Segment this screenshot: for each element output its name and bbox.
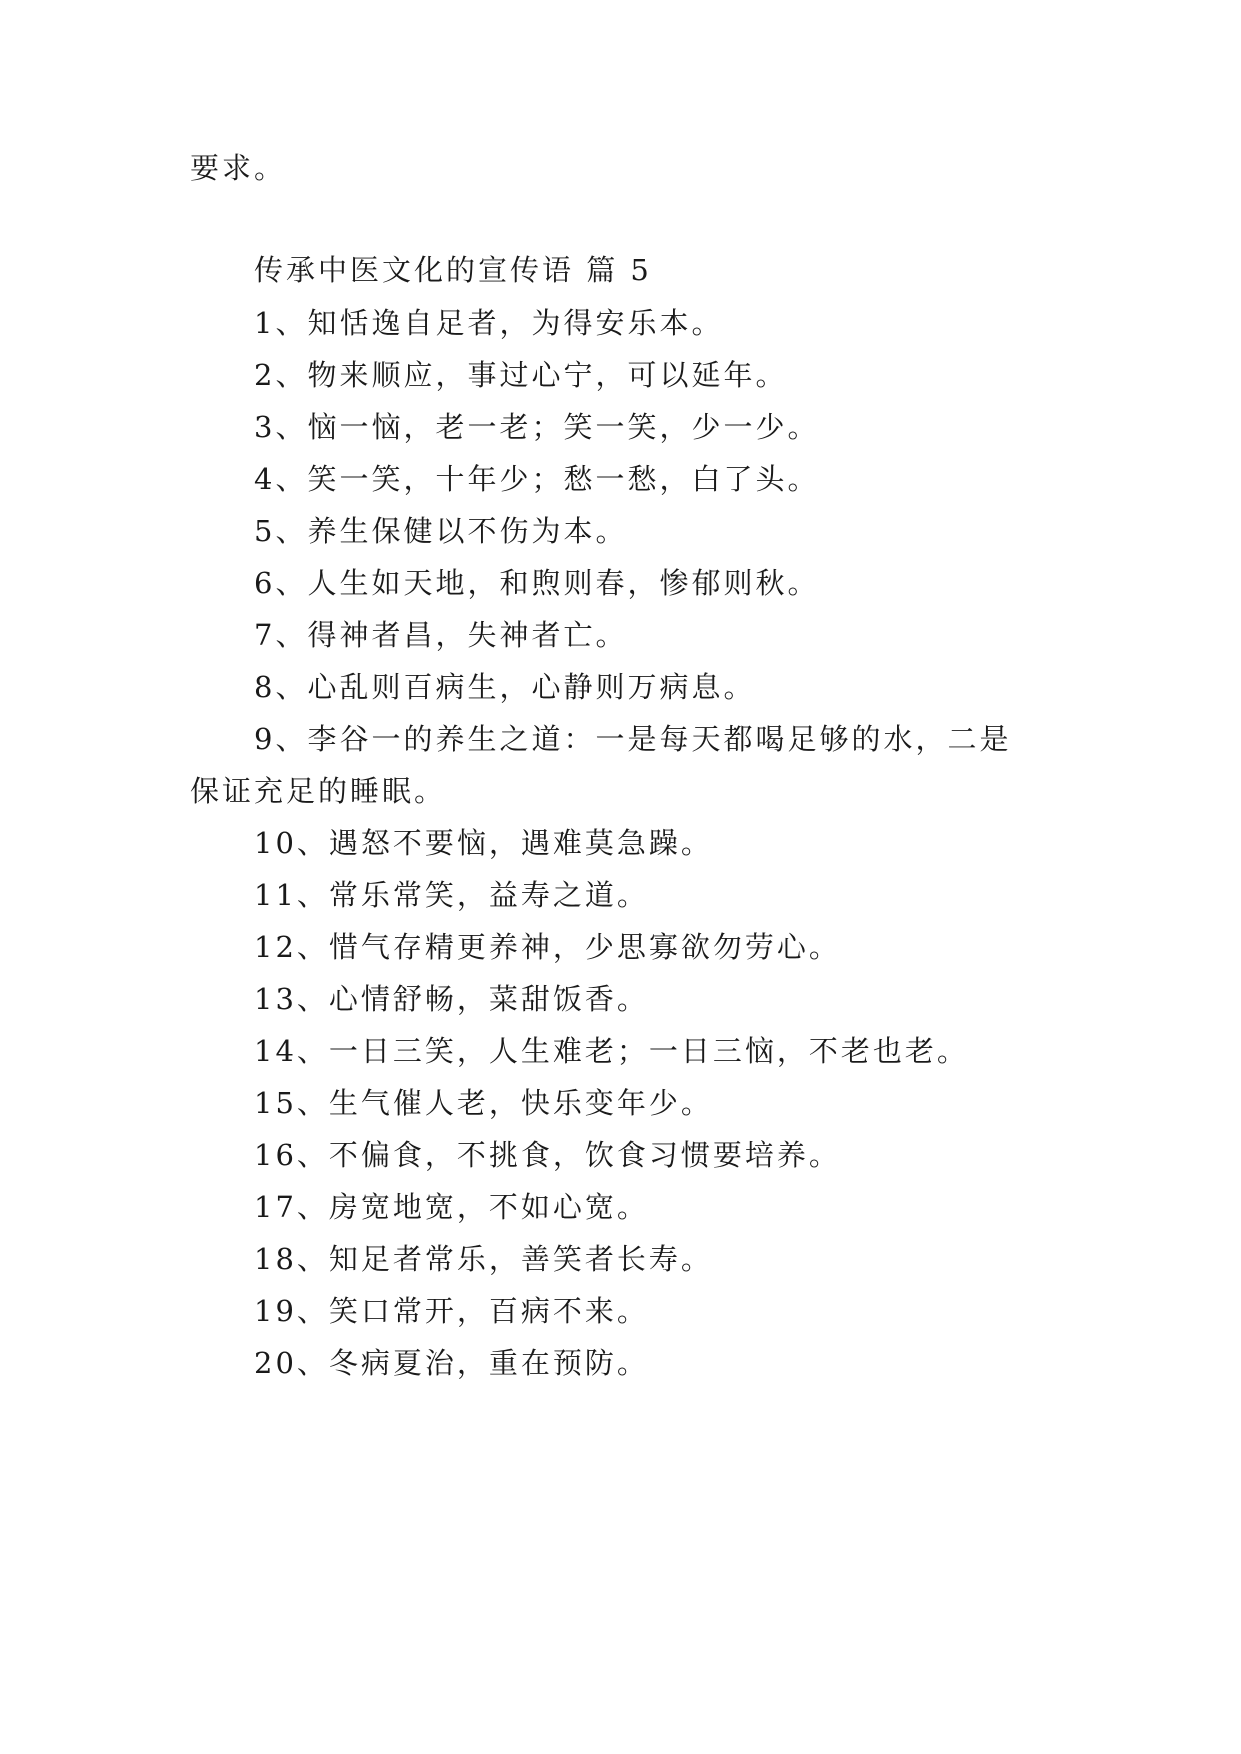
list-item: 7、得神者昌，失神者亡。	[254, 618, 628, 652]
list-item-continuation: 保证充足的睡眠。	[190, 774, 447, 808]
list-item: 4、笑一笑，十年少；愁一愁，白了头。	[254, 462, 820, 496]
list-item: 14、一日三笑，人生难老；一日三恼，不老也老。	[254, 1034, 969, 1068]
list-item: 19、笑口常开，百病不来。	[254, 1294, 649, 1328]
list-item: 9、李谷一的养生之道：一是每天都喝足够的水，二是	[254, 722, 1012, 756]
list-item: 15、生气催人老，快乐变年少。	[254, 1086, 713, 1120]
continuation-text: 要求。	[190, 151, 287, 185]
list-item: 2、物来顺应，事过心宁，可以延年。	[254, 358, 788, 392]
list-item: 10、遇怒不要恼，遇难莫急躁。	[254, 826, 713, 860]
list-item: 11、常乐常笑，益寿之道。	[254, 878, 649, 912]
list-item: 20、冬病夏治，重在预防。	[254, 1346, 649, 1380]
list-item: 6、人生如天地，和煦则春，惨郁则秋。	[254, 566, 820, 600]
list-item: 18、知足者常乐，善笑者长寿。	[254, 1242, 713, 1276]
list-item: 17、房宽地宽，不如心宽。	[254, 1190, 649, 1224]
list-item: 16、不偏食，不挑食，饮食习惯要培养。	[254, 1138, 841, 1172]
list-item: 8、心乱则百病生，心静则万病息。	[254, 670, 756, 704]
section-title: 传承中医文化的宣传语 篇 5	[254, 253, 652, 287]
list-item: 3、恼一恼，老一老；笑一笑，少一少。	[254, 410, 820, 444]
list-item: 5、养生保健以不伤为本。	[254, 514, 628, 548]
list-item: 13、心情舒畅，菜甜饭香。	[254, 982, 649, 1016]
list-item: 1、知恬逸自足者，为得安乐本。	[254, 306, 724, 340]
list-item: 12、惜气存精更养神，少思寡欲勿劳心。	[254, 930, 841, 964]
